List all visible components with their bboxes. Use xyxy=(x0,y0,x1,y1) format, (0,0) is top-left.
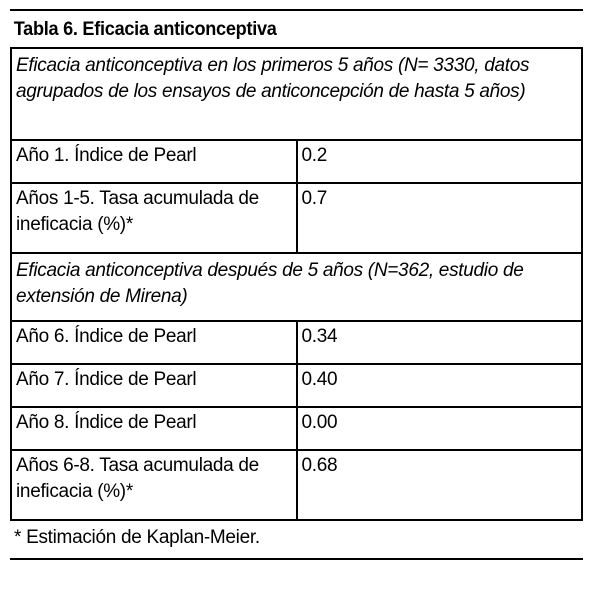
section-header-after-5-years: Eficacia anticonceptiva después de 5 años (N=362, estudio de extensión de Mirena) xyxy=(11,253,582,321)
row-value: 0.34 xyxy=(297,321,583,364)
table-row xyxy=(11,140,582,183)
row-label: Año 1. Índice de Pearl xyxy=(11,140,297,183)
row-label: Años 6-8. Tasa acumulada de ineficacia (%)* xyxy=(11,450,297,520)
table-row xyxy=(11,183,582,253)
table-row xyxy=(11,321,582,364)
table-row xyxy=(11,407,582,450)
row-value: 0.00 xyxy=(297,407,583,450)
bottom-rule xyxy=(10,558,583,560)
section-header-row xyxy=(11,48,582,140)
table-title: Tabla 6. Eficacia anticonceptiva xyxy=(13,18,277,40)
table-row xyxy=(11,450,582,520)
contraceptive-efficacy-table-block xyxy=(10,9,583,560)
efficacy-table xyxy=(10,47,583,521)
table-row xyxy=(11,364,582,407)
row-label: Año 7. Índice de Pearl xyxy=(11,364,297,407)
row-value: 0.68 xyxy=(297,450,583,520)
table-footnote: * Estimación de Kaplan-Meier. xyxy=(14,527,260,548)
section-header-row xyxy=(11,253,582,321)
row-label: Año 8. Índice de Pearl xyxy=(11,407,297,450)
row-value: 0.2 xyxy=(297,140,583,183)
row-value: 0.40 xyxy=(297,364,583,407)
row-value: 0.7 xyxy=(297,183,583,253)
section-header-first-5-years: Eficacia anticonceptiva en los primeros 5 años (N= 3330, datos agrupados de los ensayos de anticoncepción de hasta 5 años) xyxy=(11,48,582,140)
row-label: Años 1-5. Tasa acumulada de ineficacia (%)* xyxy=(11,183,297,253)
row-label: Año 6. Índice de Pearl xyxy=(11,321,297,364)
